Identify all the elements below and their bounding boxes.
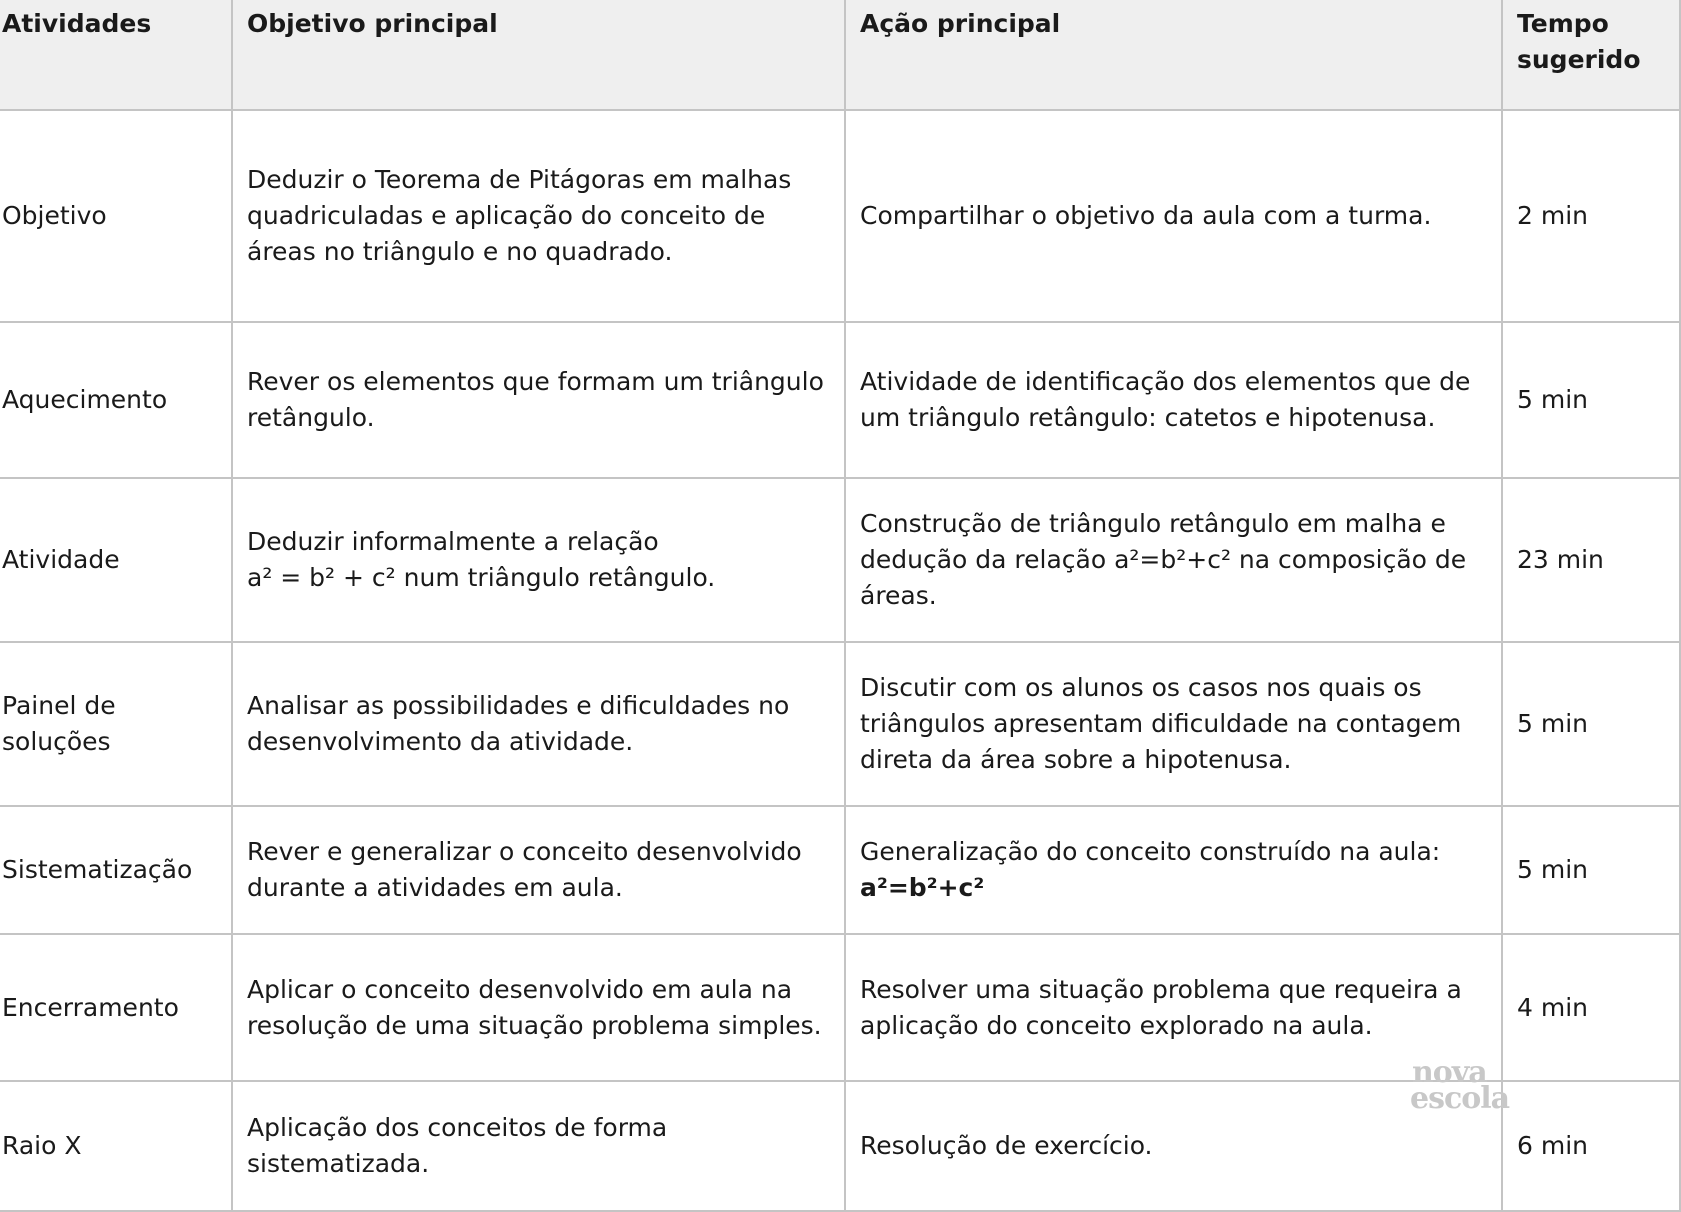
watermark-line-escola: escola [1410,1081,1510,1116]
table-row [0,806,1680,934]
cell-objetivo [232,478,845,642]
acao-formula: a²=b²+c² [860,873,985,902]
cell-tempo: 2 min [1502,110,1680,322]
header-tempo-label: Tempo sugerido [1517,9,1641,74]
cell-acao [845,806,1502,934]
cell-tempo: 5 min [1502,322,1680,478]
cell-acao: Construção de triângulo retângulo em malha e dedução da relação a²=b²+c² na composição de áreas. [845,478,1502,642]
cell-acao: Resolver uma situação problema que requeira a aplicação do conceito explorado na aula. [845,934,1502,1081]
cell-acao: Atividade de identificação dos elementos que de um triângulo retângulo: catetos e hipotenusa. [845,322,1502,478]
cell-tempo: 5 min [1502,642,1680,806]
table-header [0,0,1680,110]
cell-objetivo: Deduzir o Teorema de Pitágoras em malhas quadriculadas e aplicação do conceito de áreas no triângulo e no quadrado. [232,110,845,322]
cell-objetivo: Aplicação dos conceitos de forma sistematizada. [232,1081,845,1211]
nova-escola-watermark [1410,1055,1540,1116]
acao-text: Generalização do conceito construído na aula: [860,837,1441,866]
cell-acao: Compartilhar o objetivo da aula com a turma. [845,110,1502,322]
cell-acao: Resolução de exercício. [845,1081,1502,1211]
cell-objetivo: Analisar as possibilidades e dificuldades no desenvolvimento da atividade. [232,642,845,806]
cell-atividade: Encerramento [0,934,232,1081]
cell-atividade: Objetivo [0,110,232,322]
objetivo-formula-line: a² = b² + c² num triângulo retângulo. [247,563,716,592]
table-row [0,642,1680,806]
cell-tempo: 4 min [1502,934,1680,1081]
header-acao: Ação principal [845,0,1502,110]
cell-objetivo: Aplicar o conceito desenvolvido em aula na resolução de uma situação problema simples. [232,934,845,1081]
table-row [0,110,1680,322]
objetivo-line: Deduzir informalmente a relação [247,527,659,556]
cell-tempo: 23 min [1502,478,1680,642]
header-row [0,0,1680,110]
cell-tempo: 5 min [1502,806,1680,934]
header-tempo [1502,0,1680,110]
watermark-line-nova: nova [1412,1055,1487,1090]
cell-objetivo: Rever os elementos que formam um triângulo retângulo. [232,322,845,478]
cell-acao: Discutir com os alunos os casos nos quais os triângulos apresentam dificuldade na contagem direta da área sobre a hipotenusa. [845,642,1502,806]
cell-atividade: Sistematização [0,806,232,934]
cell-objetivo: Rever e generalizar o conceito desenvolvido durante a atividades em aula. [232,806,845,934]
cell-atividade: Painel de soluções [0,642,232,806]
table-row [0,322,1680,478]
header-objetivo: Objetivo principal [232,0,845,110]
header-atividades: Atividades [0,0,232,110]
cell-tempo: 6 min [1502,1081,1680,1211]
cell-atividade: Atividade [0,478,232,642]
table-body [0,110,1680,1211]
cell-atividade: Raio X [0,1081,232,1211]
table-row [0,478,1680,642]
cell-atividade: Aquecimento [0,322,232,478]
